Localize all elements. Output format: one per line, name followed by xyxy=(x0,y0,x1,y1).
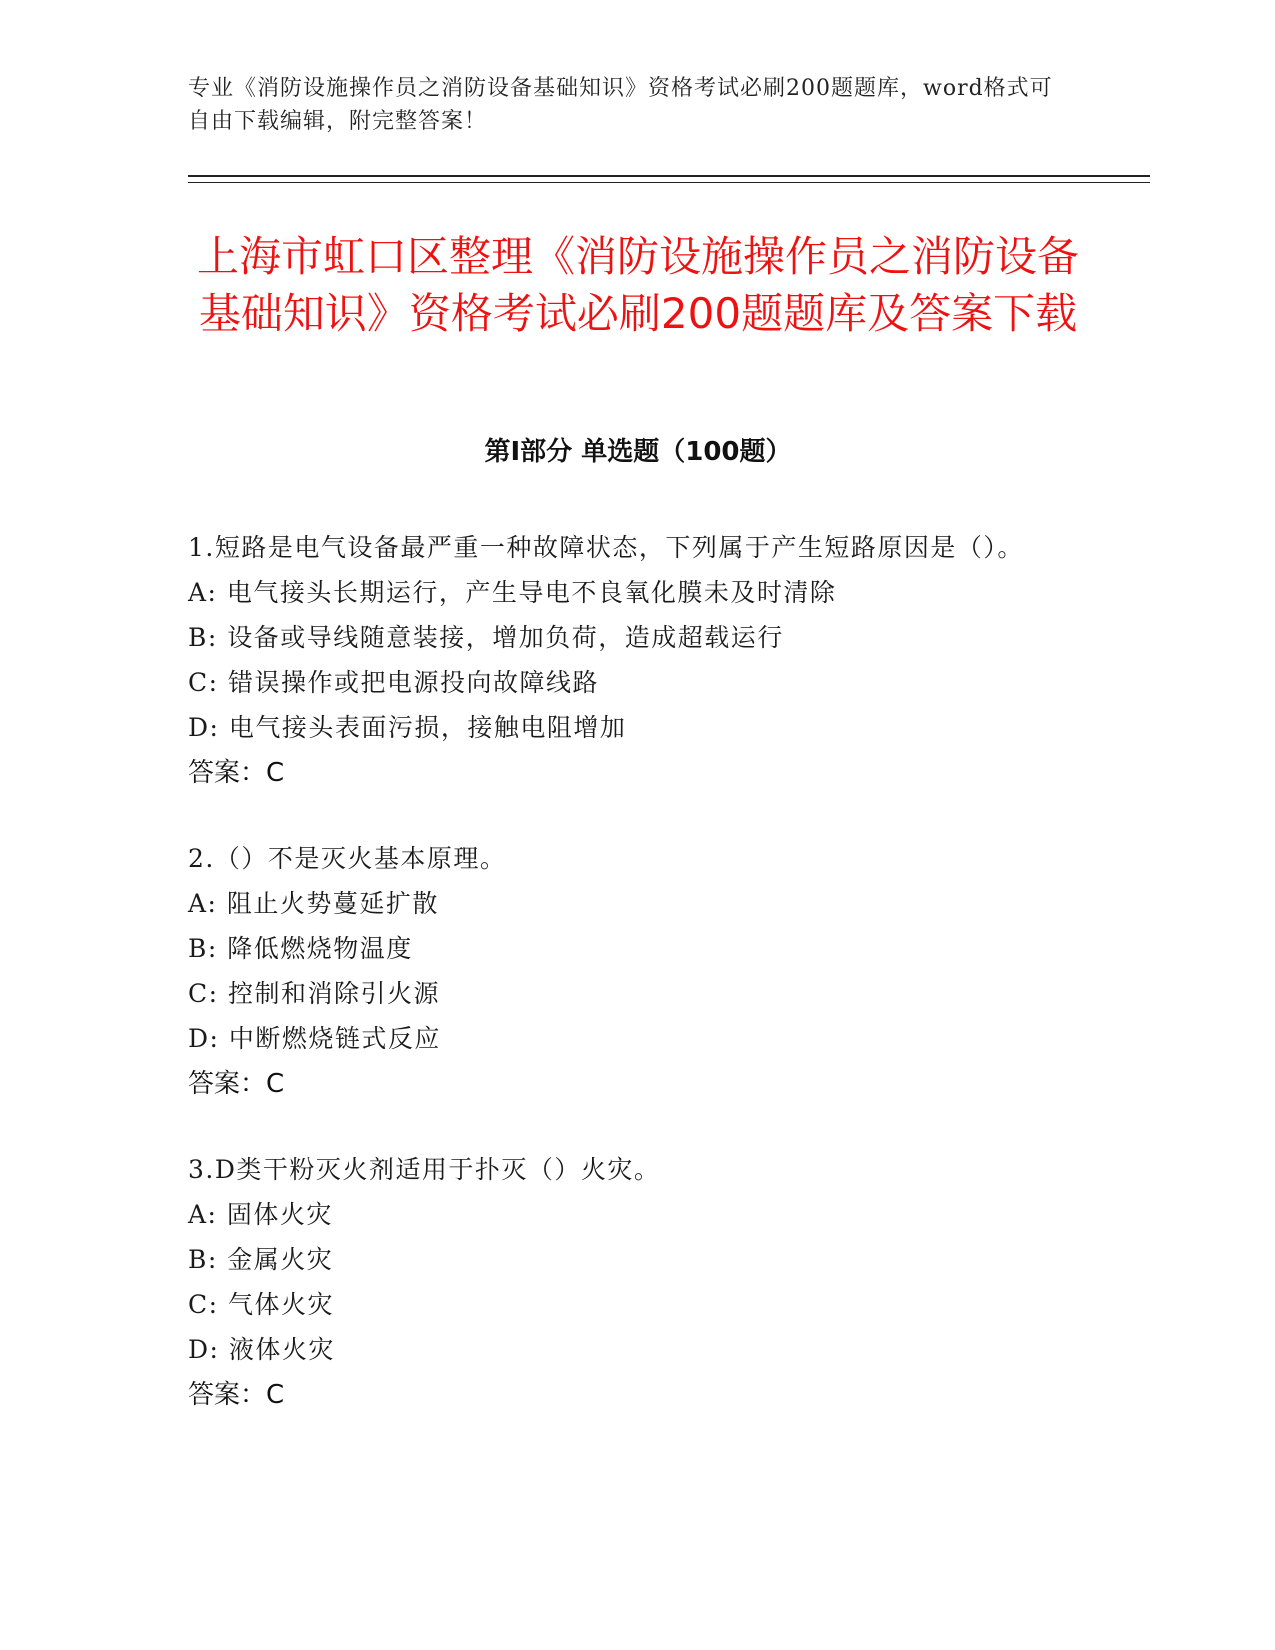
header-divider-thin xyxy=(188,182,1150,183)
question-item xyxy=(188,525,1068,796)
question-answer: 答案：C xyxy=(188,758,285,788)
question-option-d: D: 液体火灾 xyxy=(188,1335,335,1364)
question-option-a: A: 电气接头长期运行，产生导电不良氧化膜未及时清除 xyxy=(188,578,837,607)
question-text: 3.D类干粉灭火剂适用于扑灭（）火灾。 xyxy=(188,1155,661,1184)
question-option-a: A: 固体火灾 xyxy=(188,1200,333,1229)
question-item xyxy=(188,1147,1068,1418)
header-divider-thick xyxy=(188,175,1150,177)
question-option-c: C: 错误操作或把电源投向故障线路 xyxy=(188,668,599,697)
header-note: 专业《消防设施操作员之消防设备基础知识》资格考试必刷200题题库，word格式可自由下载编辑，附完整答案！ xyxy=(188,76,1053,134)
question-option-a: A: 阻止火势蔓延扩散 xyxy=(188,889,439,918)
question-option-c: C: 气体火灾 xyxy=(188,1290,334,1319)
question-answer: 答案：C xyxy=(188,1069,285,1099)
question-option-d: D: 中断燃烧链式反应 xyxy=(188,1024,441,1053)
section-title: 第Ⅰ部分 单选题（100题） xyxy=(484,437,792,467)
question-item xyxy=(188,836,1068,1107)
question-answer: 答案：C xyxy=(188,1380,285,1410)
question-option-b: B: 金属火灾 xyxy=(188,1245,334,1274)
question-text: 1.短路是电气设备最严重一种故障状态，下列属于产生短路原因是（）。 xyxy=(188,533,1024,562)
question-text: 2.（）不是灭火基本原理。 xyxy=(188,844,507,873)
question-list xyxy=(188,525,1068,1458)
question-option-d: D: 电气接头表面污损，接触电阻增加 xyxy=(188,713,627,742)
question-option-c: C: 控制和消除引火源 xyxy=(188,979,440,1008)
question-option-b: B: 设备或导线随意装接，增加负荷，造成超载运行 xyxy=(188,623,784,652)
document-title: 上海市虹口区整理《消防设施操作员之消防设备基础知识》资格考试必刷200题题库及答案下载 xyxy=(196,232,1079,338)
question-option-b: B: 降低燃烧物温度 xyxy=(188,934,413,963)
